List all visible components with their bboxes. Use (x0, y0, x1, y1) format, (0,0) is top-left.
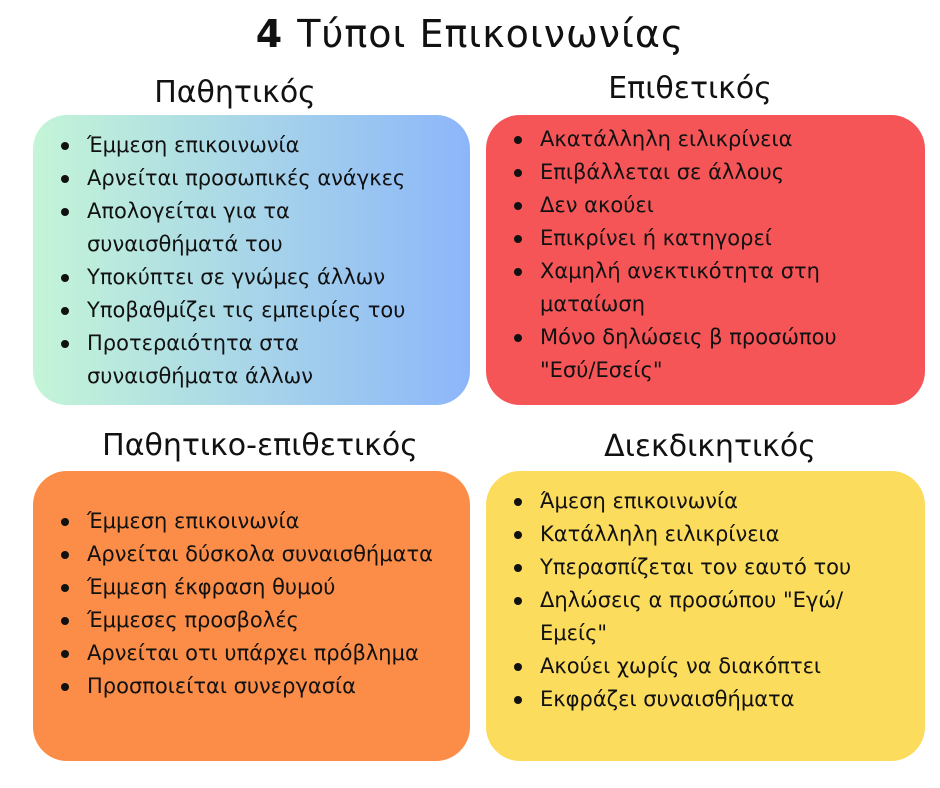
assertive-heading: Διεκδικητικός (604, 429, 816, 464)
bullet-icon (61, 208, 69, 216)
page-title (0, 8, 940, 60)
passive-box (33, 115, 470, 405)
list-item: Κατάλληλη ειλικρίνεια (506, 518, 907, 551)
bullet-icon (514, 564, 522, 572)
list-item: Υποβαθμίζει τις εμπειρίες του (53, 294, 452, 327)
title-text: Τύποι Επικοινωνίας (297, 12, 685, 56)
list-item: Έμμεση επικοινωνία (53, 129, 452, 162)
assertive-box (486, 471, 925, 761)
bullet-icon (514, 597, 522, 605)
list-item: Αρνείται οτι υπάρχει πρόβλημα (53, 637, 452, 670)
aggressive-box (486, 115, 925, 405)
list-item-continuation: "Εσύ/Εσείς" (540, 358, 663, 382)
assertive-list (506, 485, 907, 716)
list-item: Μόνο δηλώσεις β προσώπου (506, 321, 907, 354)
list-item: Αρνείται προσωπικές ανάγκες (53, 162, 452, 195)
list-item: Δηλώσεις α προσώπου "Εγώ/ (506, 584, 907, 617)
list-item-continuation: ματαίωση (540, 292, 645, 316)
bullet-icon (61, 142, 69, 150)
bullet-icon (61, 650, 69, 658)
bullet-icon (514, 696, 522, 704)
bullet-icon (61, 340, 69, 348)
list-item: Προτεραιότητα στα (53, 327, 452, 360)
bullet-icon (61, 175, 69, 183)
list-item: Έμμεσες προσβολές (53, 604, 452, 637)
list-item: Ακούει χωρίς να διακόπτει (506, 650, 907, 683)
bullet-icon (61, 551, 69, 559)
list-item: Ακατάλληλη ειλικρίνεια (506, 123, 907, 156)
list-item: Απολογείται για τα (53, 195, 452, 228)
bullet-icon (514, 268, 522, 276)
list-item-continuation: συναισθήματα άλλων (87, 364, 313, 388)
bullet-icon (61, 307, 69, 315)
list-item: Χαμηλή ανεκτικότητα στη (506, 255, 907, 288)
list-item: Επικρίνει ή κατηγορεί (506, 222, 907, 255)
list-item: Προσποιείται συνεργασία (53, 670, 452, 703)
bullet-icon (514, 334, 522, 342)
title-number: 4 (255, 12, 284, 56)
bullet-icon (514, 235, 522, 243)
bullet-icon (61, 683, 69, 691)
bullet-icon (514, 202, 522, 210)
passive-aggressive-list (53, 505, 452, 703)
list-item: Υποκύπτει σε γνώμες άλλων (53, 261, 452, 294)
bullet-icon (514, 531, 522, 539)
bullet-icon (61, 617, 69, 625)
bullet-icon (514, 498, 522, 506)
list-item: Άμεση επικοινωνία (506, 485, 907, 518)
bullet-icon (514, 136, 522, 144)
bullet-icon (514, 169, 522, 177)
list-item: Υπερασπίζεται τον εαυτό του (506, 551, 907, 584)
list-item: Δεν ακούει (506, 189, 907, 222)
passive-aggressive-box (33, 471, 470, 761)
bullet-icon (61, 584, 69, 592)
list-item-continuation: συναισθήματά του (87, 232, 283, 256)
aggressive-list (506, 123, 907, 387)
aggressive-heading: Επιθετικός (608, 71, 772, 106)
bullet-icon (61, 518, 69, 526)
list-item: Αρνείται δύσκολα συναισθήματα (53, 538, 452, 571)
list-item: Έμμεση έκφραση θυμού (53, 571, 452, 604)
passive-list (53, 129, 452, 393)
bullet-icon (514, 663, 522, 671)
list-item-continuation: Εμείς" (540, 621, 608, 645)
list-item: Επιβάλλεται σε άλλους (506, 156, 907, 189)
passive-heading: Παθητικός (154, 75, 316, 110)
bullet-icon (61, 274, 69, 282)
passive-aggressive-heading: Παθητικο-επιθετικός (102, 428, 418, 463)
list-item: Εκφράζει συναισθήματα (506, 683, 907, 716)
list-item: Έμμεση επικοινωνία (53, 505, 452, 538)
